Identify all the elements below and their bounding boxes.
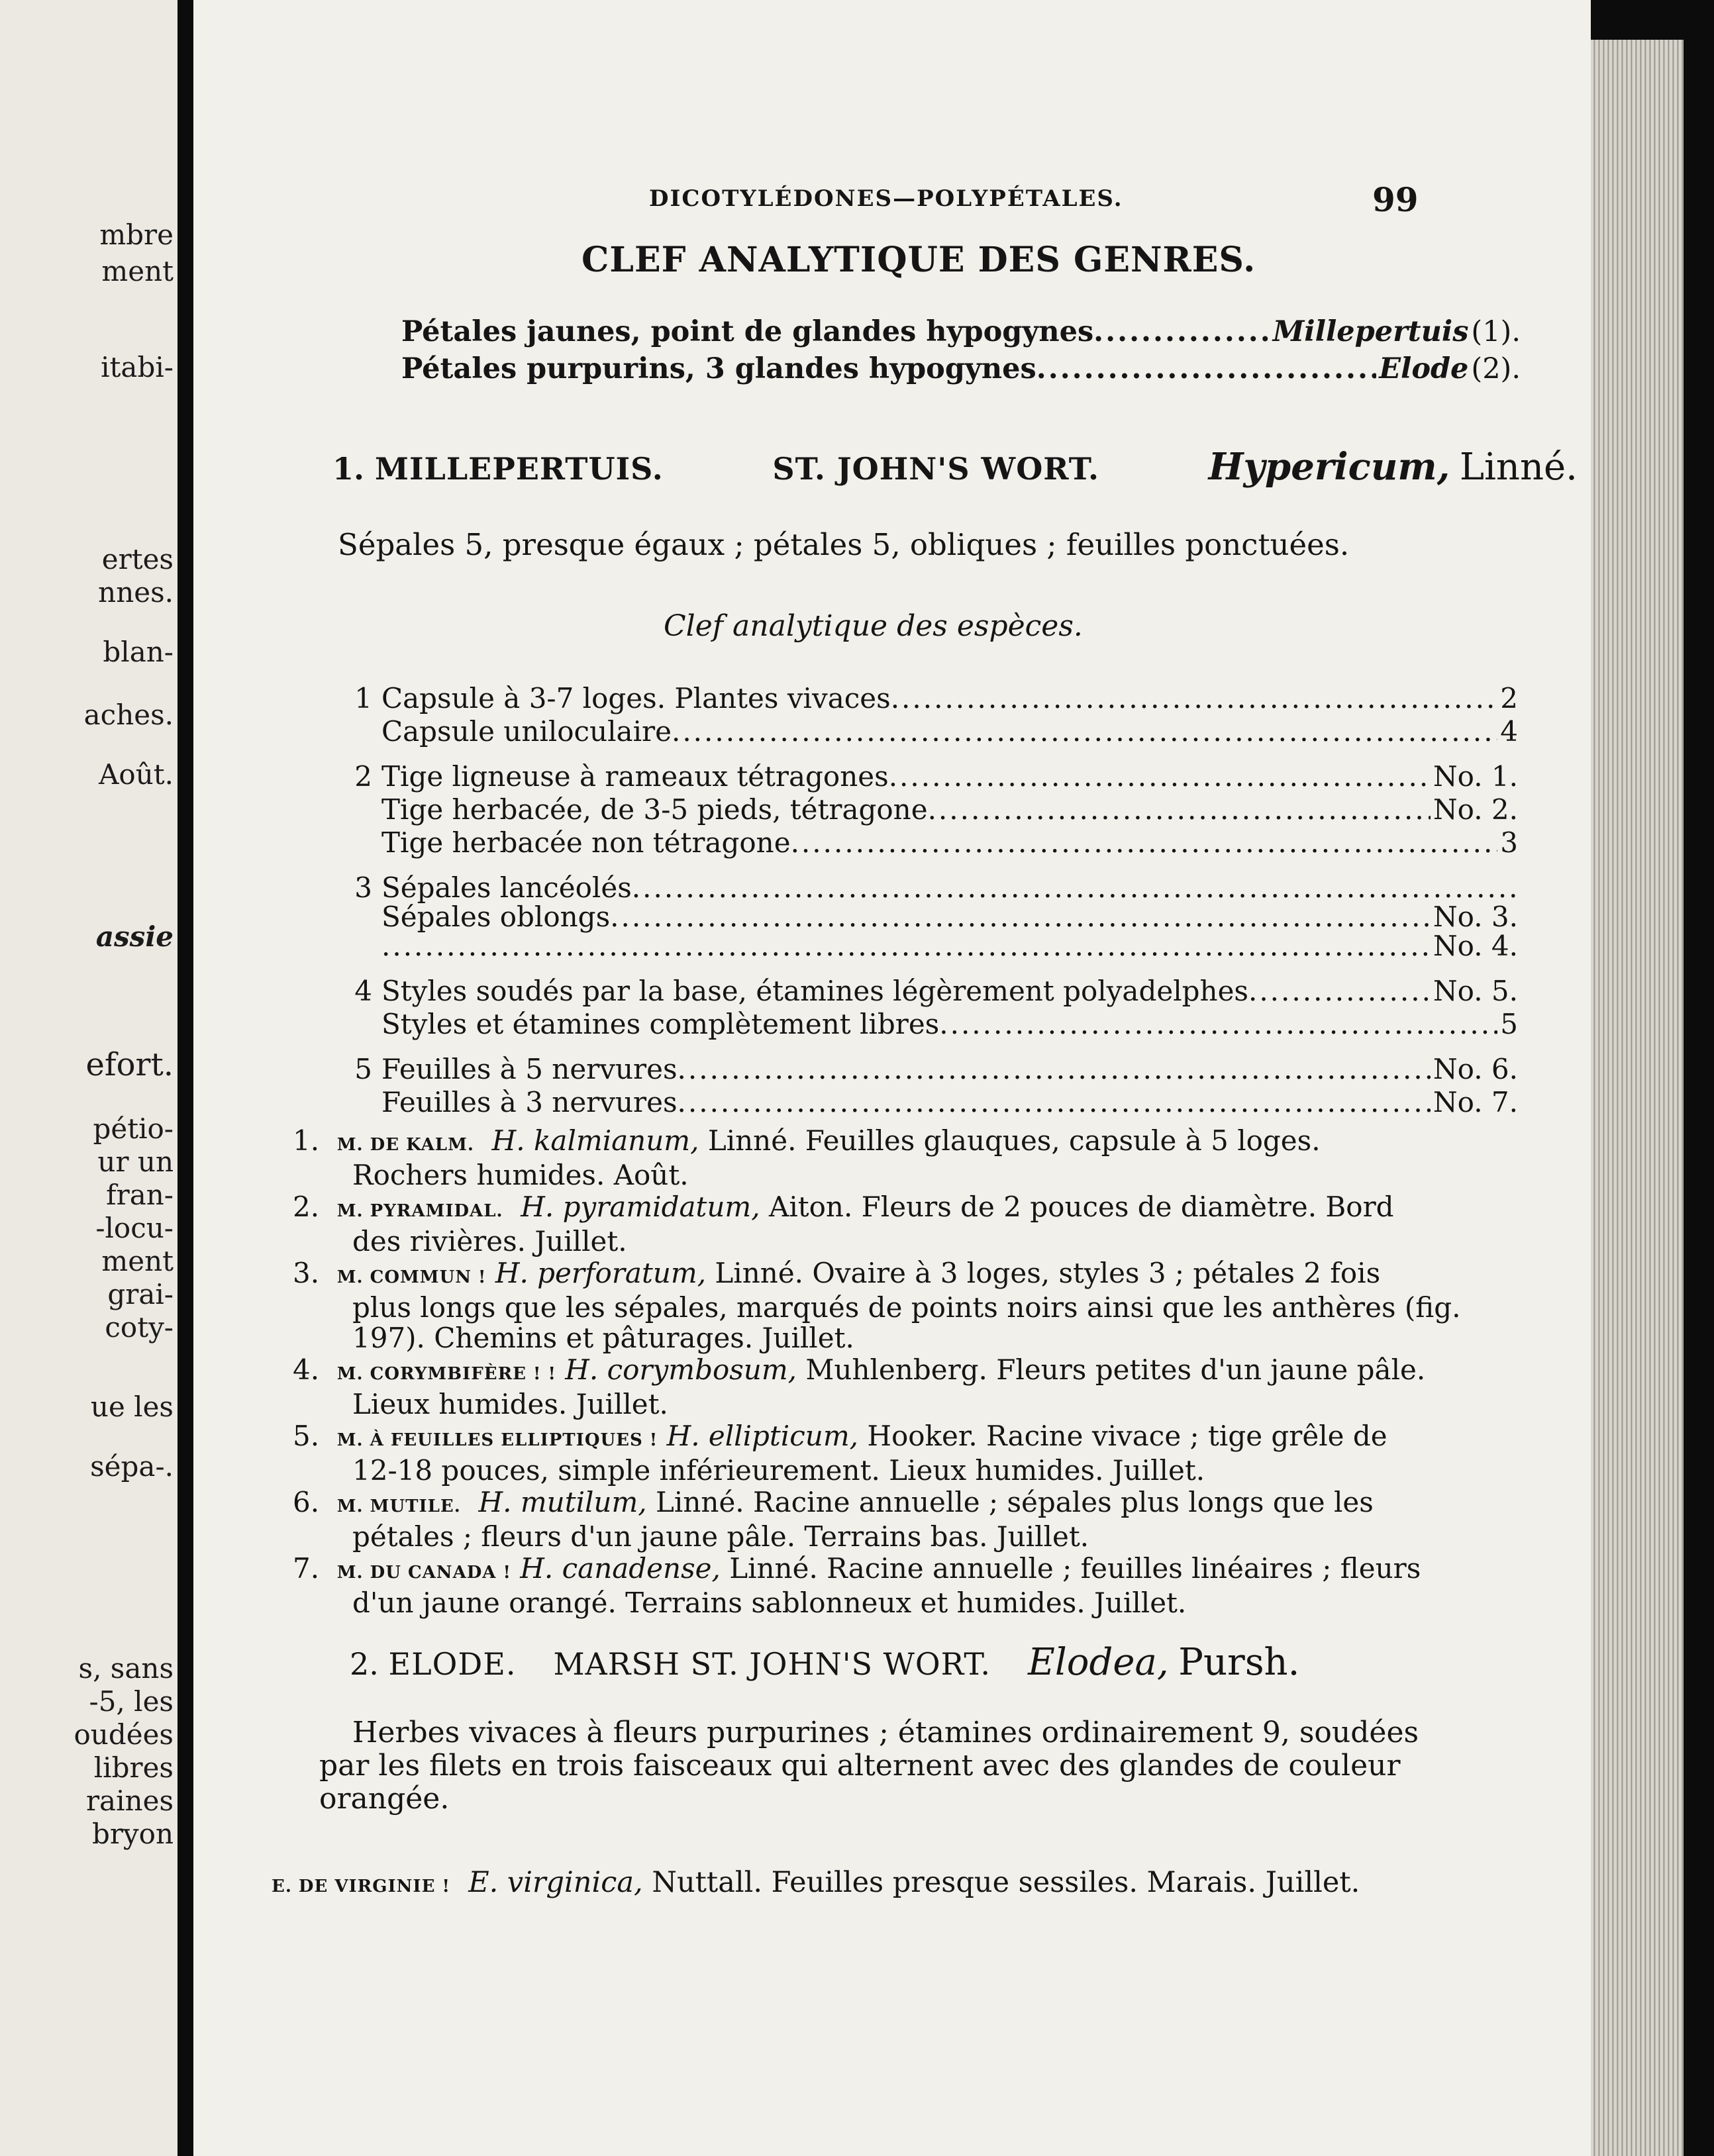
left-fragment: ment <box>101 1245 174 1277</box>
page-number: 99 <box>1372 180 1419 219</box>
left-fragment: ment <box>101 255 174 287</box>
key-line: 2 Tige ligneuse à rameaux tétragones ..... No. 1. <box>352 760 1518 793</box>
main-page <box>193 0 1591 2156</box>
species-key-title: Clef analytique des espèces. <box>664 609 1083 643</box>
key-line: Feuilles à 3 nervures ..... No. 7. <box>352 1086 1518 1119</box>
left-fragment: s, sans <box>78 1652 174 1685</box>
left-fragment: Août. <box>99 758 174 791</box>
key-line: Tige herbacée non tétragone ..... 3 <box>352 826 1518 871</box>
genus-1-description: Sépales 5, presque égaux ; pétales 5, obliques ; feuilles ponctuées. <box>338 527 1350 562</box>
genera-key-text: Pétales purpurins, 3 glandes hypogynes <box>401 352 1036 385</box>
key-line: Tige herbacée, de 3-5 pieds, tétragone ..... No. 2. <box>352 793 1518 826</box>
left-fragment: oudées <box>74 1718 174 1751</box>
genera-key-result: Elode <box>1379 352 1469 385</box>
left-facing-page <box>0 0 177 2156</box>
genera-key-line <box>401 315 1521 348</box>
key-line: 1 Capsule à 3-7 loges. Plantes vivaces ..... 2 <box>352 682 1518 715</box>
left-fragment: blan- <box>103 636 174 668</box>
genera-key-text: Pétales jaunes, point de glandes hypogynes <box>401 315 1094 348</box>
left-fragment: coty- <box>105 1311 174 1344</box>
key-line: Styles et étamines complètement libres ..... 5 <box>352 1008 1518 1053</box>
species-entry: 3. M. COMMUN ! H. perforatum, Linné. Ovaire à 3 loges, styles 3 ; pétales 2 fois plus longs que les sépales, marqués de points noirs ainsi que les anthères (fig. 197). Chemins et pâturages. Juillet. <box>293 1257 1461 1354</box>
genus-2-latin-name: Elodea, Pursh. <box>1027 1641 1300 1684</box>
page-edges <box>1591 40 1684 2156</box>
left-fragment: assie <box>95 920 174 953</box>
left-fragment: -locu- <box>95 1212 174 1244</box>
species-list <box>293 1126 1538 1620</box>
left-fragment: pétio- <box>93 1112 174 1145</box>
key-line: ..... No. 4. <box>352 930 1518 975</box>
left-fragment: ue les <box>90 1391 174 1423</box>
left-fragment: itabi- <box>101 351 174 383</box>
left-fragment: mbre <box>99 219 174 251</box>
left-fragment: efort. <box>85 1046 174 1083</box>
genera-key-title: CLEF ANALYTIQUE DES GENRES. <box>581 240 1256 280</box>
species-entry: 2. M. PYRAMIDAL. H. pyramidatum, Aiton. Fleurs de 2 pouces de diamètre. Bord des rivières. Juillet. <box>293 1191 1394 1257</box>
left-fragment: ertes <box>101 543 174 575</box>
key-line: Capsule uniloculaire ..... 4 <box>352 715 1518 760</box>
genera-key-ref: (2). <box>1471 352 1521 385</box>
leader-dots <box>1036 352 1376 385</box>
species-entry: 7. M. DU CANADA ! H. canadense, Linné. Racine annuelle ; feuilles linéaires ; fleurs d'un jaune orangé. Terrains sablonneux et humides. Juillet. <box>293 1552 1421 1619</box>
genus-2-english: MARSH ST. JOHN'S WORT. <box>553 1646 991 1682</box>
species-entry: 5. M. À FEUILLES ELLIPTIQUES ! H. ellipticum, Hooker. Racine vivace ; tige grêle de 12-18 pouces, simple inférieurement. Lieux humides. Juillet. <box>293 1420 1387 1487</box>
genera-key-ref: (1). <box>1471 315 1521 348</box>
species-entry: 4. M. CORYMBIFÈRE ! ! H. corymbosum, Muhlenberg. Fleurs petites d'un jaune pâle. Lieux humides. Juillet. <box>293 1353 1426 1420</box>
key-line: Sépales oblongs ..... No. 3. <box>352 901 1518 930</box>
genus-2-number: 2. ELODE. <box>350 1646 517 1682</box>
genus-1-heading <box>332 445 1578 489</box>
running-head: DICOTYLÉDONES—POLYPÉTALES. <box>649 185 1123 212</box>
leader-dots <box>1093 315 1270 348</box>
genus-1-english: ST. JOHN'S WORT. <box>772 451 1100 487</box>
key-line: 4 Styles soudés par la base, étamines légèrement polyadelphes ..... No. 5. <box>352 975 1518 1008</box>
left-fragment: bryon <box>91 1818 174 1850</box>
left-fragment: nnes. <box>98 576 174 609</box>
left-fragment: ur un <box>97 1146 174 1178</box>
left-fragment: sépa-. <box>90 1450 174 1483</box>
genus-2-heading <box>350 1641 1515 1684</box>
genus-1-number: 1. MILLEPERTUIS. <box>332 451 664 487</box>
left-fragment: aches. <box>83 699 174 731</box>
key-line: 5 Feuilles à 5 nervures ..... No. 6. <box>352 1053 1518 1086</box>
genus-2-species: E. DE VIRGINIE ! E. virginica, Nuttall. Feuilles presque sessiles. Marais. Juillet. <box>272 1866 1360 1899</box>
genus-1-latin-name: Hypericum, Linné. <box>1208 445 1578 489</box>
genera-key-line <box>401 352 1521 385</box>
genus-2-description: Herbes vivaces à fleurs purpurines ; étamines ordinairement 9, soudées par les filets en trois faisceaux qui alternent avec des glandes de couleur orangée. <box>319 1716 1419 1816</box>
species-key <box>352 682 1518 1119</box>
left-fragment: grai- <box>107 1278 174 1310</box>
species-entry: 1. M. DE KALM. H. kalmianum, Linné. Feuilles glauques, capsule à 5 loges. Rochers humides. Août. <box>293 1124 1321 1191</box>
key-line: 3 Sépales lancéolés ..... <box>352 871 1518 901</box>
species-entry: 6. M. MUTILE. H. mutilum, Linné. Racine annuelle ; sépales plus longs que les pétales ; fleurs d'un jaune pâle. Terrains bas. Juillet. <box>293 1486 1374 1553</box>
genera-key-result: Millepertuis <box>1272 315 1469 348</box>
left-fragment: libres <box>93 1751 174 1784</box>
left-fragment: raines <box>85 1785 174 1817</box>
left-fragment: fran- <box>106 1179 174 1211</box>
left-fragment: -5, les <box>89 1685 174 1718</box>
